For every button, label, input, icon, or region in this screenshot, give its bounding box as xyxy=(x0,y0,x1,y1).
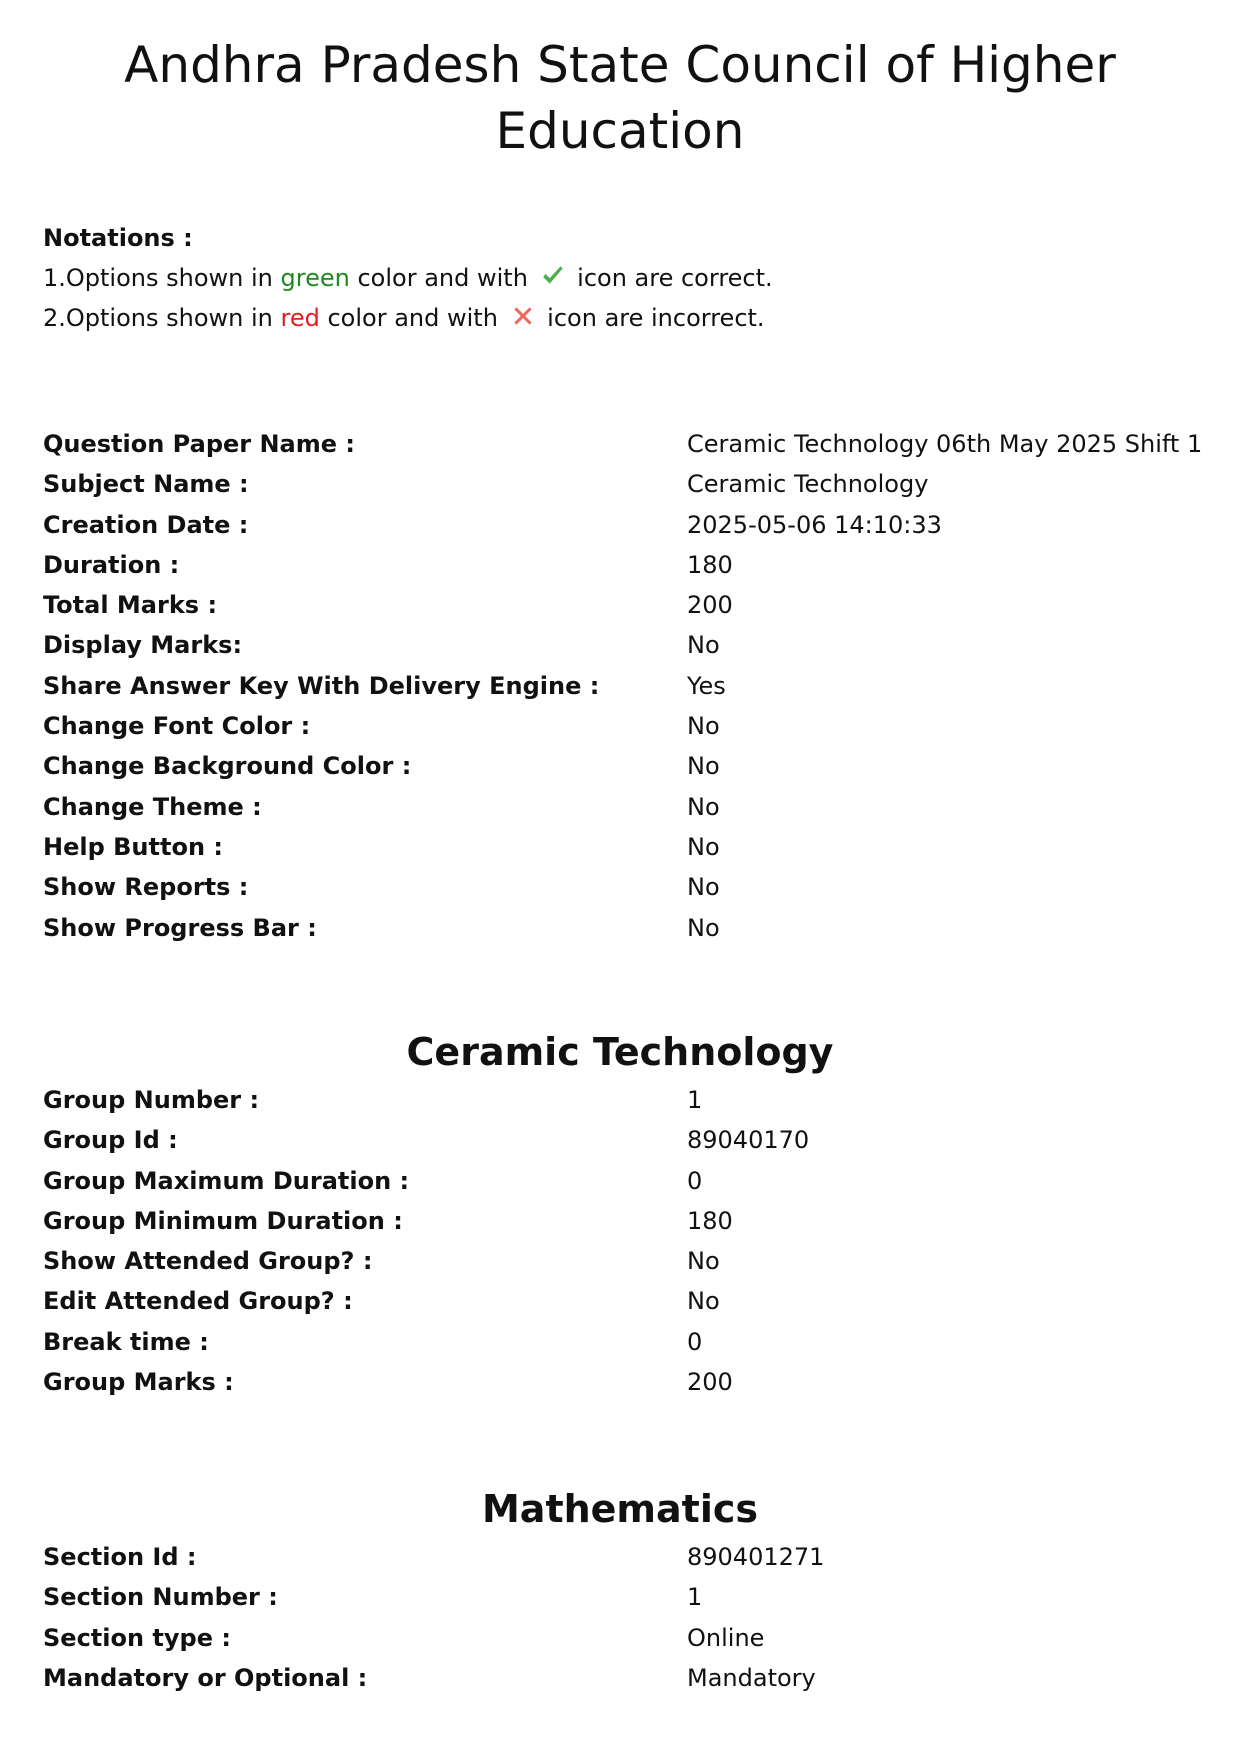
info-value: Online xyxy=(687,1623,765,1652)
info-label: Break time : xyxy=(43,1327,209,1356)
info-value: 200 xyxy=(687,591,733,620)
info-value: Ceramic Technology 06th May 2025 Shift 1 xyxy=(687,430,1203,458)
info-value: 0 xyxy=(687,1327,703,1356)
info-value: No xyxy=(687,792,720,821)
notation-incorrect-suffix: icon are incorrect. xyxy=(539,304,765,332)
info-value: 89040170 xyxy=(687,1126,810,1155)
info-label: Show Reports : xyxy=(43,873,249,902)
info-label: Show Progress Bar : xyxy=(43,913,317,942)
notation-correct xyxy=(43,258,773,298)
info-value: Mandatory xyxy=(687,1663,816,1692)
info-value: 1 xyxy=(687,1086,703,1114)
info-value: 1 xyxy=(687,1583,703,1612)
page-title: Andhra Pradesh State Council of Higher Education xyxy=(124,36,1116,160)
info-value: No xyxy=(687,873,720,902)
info-label: Display Marks: xyxy=(43,631,243,660)
info-label: Share Answer Key With Delivery Engine : xyxy=(43,671,600,700)
info-label: Group Minimum Duration : xyxy=(43,1206,403,1235)
info-label: Mandatory or Optional : xyxy=(43,1663,368,1692)
info-value: 180 xyxy=(687,1206,733,1235)
notation-green-word: green xyxy=(280,264,350,292)
info-value: 0 xyxy=(687,1166,703,1195)
info-label: Change Background Color : xyxy=(43,752,412,781)
info-value: Ceramic Technology xyxy=(687,470,929,499)
notations-block xyxy=(43,218,773,338)
info-label: Section type : xyxy=(43,1623,231,1652)
notation-incorrect xyxy=(43,298,773,338)
notation-correct-prefix: 1.Options shown in xyxy=(43,264,281,292)
info-label: Group Marks : xyxy=(43,1368,234,1397)
info-value: 180 xyxy=(687,550,733,579)
notation-red-word: red xyxy=(280,304,320,332)
info-label: Total Marks : xyxy=(43,591,218,620)
info-label: Section Id : xyxy=(43,1543,197,1571)
info-label: Question Paper Name : xyxy=(43,430,355,458)
info-label: Show Attended Group? : xyxy=(43,1247,373,1276)
info-label: Group Id : xyxy=(43,1126,178,1155)
info-label: Change Theme : xyxy=(43,792,262,821)
group-heading: Ceramic Technology xyxy=(406,1030,834,1074)
info-label: Group Maximum Duration : xyxy=(43,1166,410,1195)
info-value: No xyxy=(687,832,720,861)
notation-incorrect-middle: color and with xyxy=(319,304,506,332)
notation-correct-middle: color and with xyxy=(349,264,536,292)
info-label: Help Button : xyxy=(43,832,223,861)
info-value: Yes xyxy=(687,671,726,700)
info-label: Duration : xyxy=(43,550,180,579)
info-label: Group Number : xyxy=(43,1086,260,1114)
check-icon xyxy=(540,263,566,289)
info-value: 890401271 xyxy=(687,1543,825,1571)
info-value: No xyxy=(687,712,720,741)
notation-correct-suffix: icon are correct. xyxy=(569,264,773,292)
info-value: No xyxy=(687,913,720,942)
info-label: Section Number : xyxy=(43,1583,278,1612)
info-value: No xyxy=(687,1287,720,1316)
info-value: No xyxy=(687,1247,720,1276)
info-label: Creation Date : xyxy=(43,510,249,539)
cross-icon xyxy=(510,303,536,329)
info-label: Edit Attended Group? : xyxy=(43,1287,353,1316)
notation-incorrect-prefix: 2.Options shown in xyxy=(43,304,281,332)
notations-heading: Notations : xyxy=(43,224,193,252)
info-label: Subject Name : xyxy=(43,470,249,499)
info-value: 200 xyxy=(687,1368,733,1397)
info-label: Change Font Color : xyxy=(43,712,311,741)
info-value: No xyxy=(687,752,720,781)
info-value: 2025-05-06 14:10:33 xyxy=(687,510,942,539)
info-value: No xyxy=(687,631,720,660)
section-heading: Mathematics xyxy=(481,1487,759,1531)
